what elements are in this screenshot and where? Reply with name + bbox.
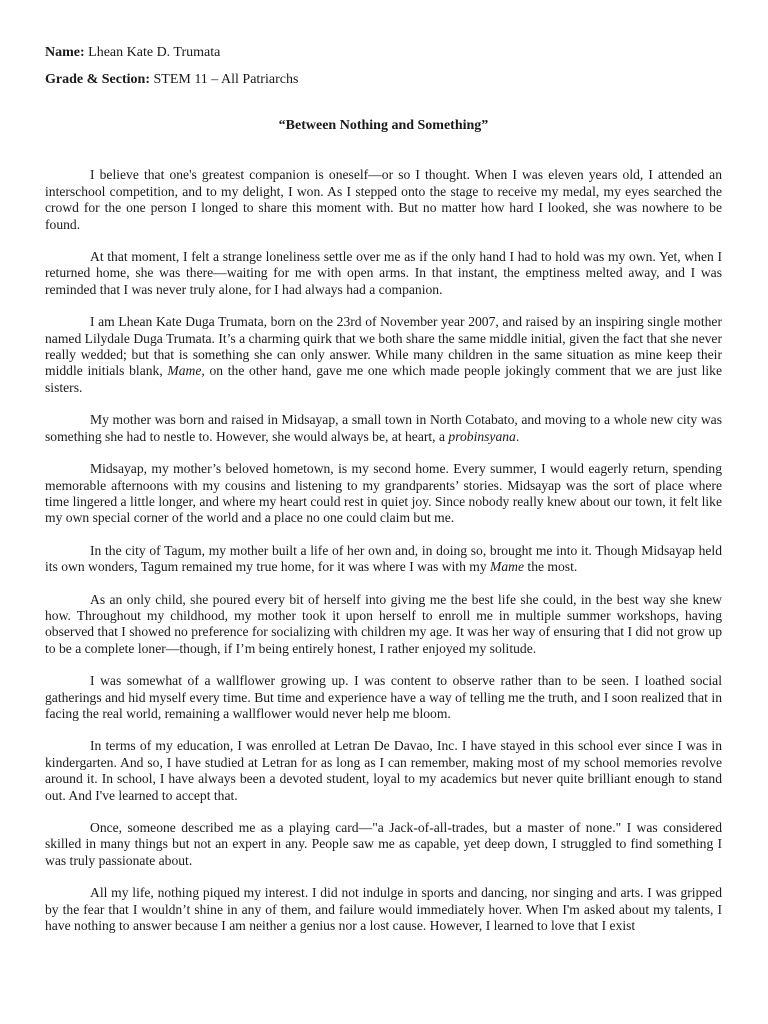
paragraph-4-text-end: . — [515, 428, 520, 444]
grade-section-value: STEM 11 – All Patriarchs — [149, 72, 299, 87]
paragraph-4-text: My mother was born and raised in Midsayap, a small town in North Cotabato, and moving to a whole new city was something she had to nestle to. However, she would always be, at heart, a — [45, 412, 722, 444]
name-value: Lhean Kate D. Trumata — [84, 45, 221, 60]
paragraph-3-emphasis: Mame, — [167, 363, 205, 379]
grade-section-label: Grade & Section: — [45, 72, 150, 87]
paragraph-5: Midsayap, my mother’s beloved hometown, is my second home. Every summer, I would eagerly return, spending memorable afternoons with my cousins and listening to my grandparents’ stories. Midsayap was the sort of place where time lingered a little longer, and where my heart could rest in quiet joy. Since nobody really knew about our town, it felt like my own special corner of the world and a place no one could claim but me. — [45, 461, 722, 526]
name-label: Name: — [45, 45, 85, 60]
paragraph-1: I believe that one's greatest companion is oneself—or so I thought. When I was eleven years old, I attended an interschool competition, and to my delight, I won. As I stepped onto the stage to receive my medal, my eyes searched the crowd for the one person I longed to share this moment with. But no matter how hard I looked, she was nowhere to be found. — [45, 167, 722, 232]
document-page — [45, 44, 722, 950]
paragraph-6-text-end: the most. — [524, 559, 578, 575]
paragraph-3 — [45, 314, 722, 396]
paragraph-9: In terms of my education, I was enrolled at Letran De Davao, Inc. I have stayed in this school ever since I was in kindergarten. And so, I have studied at Letran for as long as I can remember, making most of my school memories revolve around it. In school, I have always been a devoted student, loyal to my academics but never quite brilliant enough to stand out. And I've learned to accept that. — [45, 738, 722, 803]
paragraph-4-emphasis: probinsyana — [448, 428, 516, 444]
essay-title: “Between Nothing and Something” — [278, 118, 489, 133]
paragraph-8: I was somewhat of a wallflower growing up. I was content to observe rather than to be seen. I loathed social gatherings and hid myself every time. But time and experience have a way of telling me the truth, and I soon realized that in facing the real world, remaining a wallflower would never help me bloom. — [45, 673, 722, 721]
paragraph-4 — [45, 412, 722, 445]
paragraph-6-emphasis: Mame — [490, 559, 525, 575]
paragraph-6-text: In the city of Tagum, my mother built a life of her own and, in doing so, brought me into it. Though Midsayap held its own wonders, Tagum remained my true home, for it was where I was with my — [45, 542, 722, 575]
paragraph-3-text-end: on the other hand, gave me one which made people jokingly comment that we are just like sisters. — [45, 363, 722, 395]
paragraph-10: Once, someone described me as a playing card—"a Jack-of-all-trades, but a master of none." I was considered skilled in many things but not an expert in any. People saw me as capable, yet deep down, I struggled to find something I was truly passionate about. — [45, 820, 722, 868]
paragraph-7: As an only child, she poured every bit of herself into giving me the best life she could, in the best way she knew how. Throughout my childhood, my mother took it upon herself to enroll me in multiple summer workshops, having observed that I showed no preference for socializing with children my age. It was her way of ensuring that I did not grow up to be a complete loner—though, if I’m being entirely honest, I rather enjoyed my solitude. — [45, 591, 722, 656]
name-line — [45, 44, 722, 61]
paragraph-6 — [45, 543, 722, 576]
grade-section-line — [45, 71, 722, 88]
paragraph-11: All my life, nothing piqued my interest. I did not indulge in sports and dancing, nor singing and arts. I was gripped by the fear that I wouldn’t shine in any of them, and failure would immediately hover. When I'm asked about my talents, I have nothing to answer because I am neither a genius nor a lost cause. However, I learned to love that I exist — [45, 885, 722, 934]
paragraph-2: At that moment, I felt a strange loneliness settle over me as if the only hand I had to hold was my own. Yet, when I returned home, she was there—waiting for me with open arms. In that instant, the emptiness melted away, and I was reminded that I was never truly alone, for I had always had a companion. — [45, 249, 722, 297]
paragraph-3-text: I am Lhean Kate Duga Trumata, born on the 23rd of November year 2007, and raised by an inspiring single mother named Lilydale Duga Trumata. It’s a charming quirk that we both share the same middle initial, given the fact that she never really wedded; but that is something she can only answer. While many children in the same situation as mine keep their middle initials blank, — [45, 314, 722, 379]
